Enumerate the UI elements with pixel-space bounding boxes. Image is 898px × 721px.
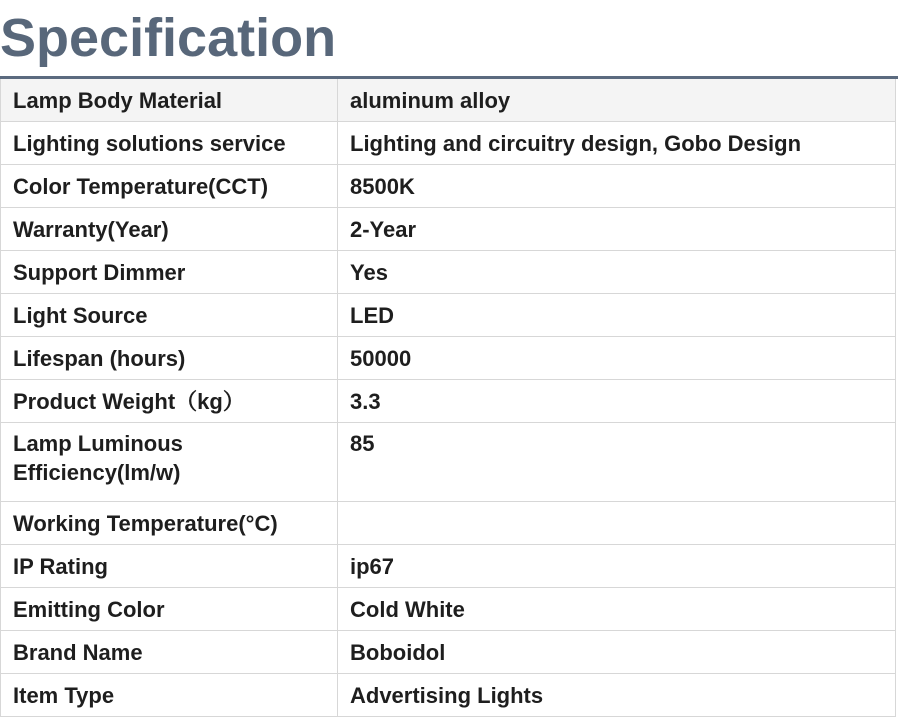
spec-key: Support Dimmer xyxy=(1,251,338,294)
spec-value xyxy=(338,502,896,545)
spec-key: Product Weight（kg） xyxy=(1,380,338,423)
spec-row-working-temperature xyxy=(1,502,896,545)
specification-table xyxy=(0,79,896,717)
spec-value: Lighting and circuitry design, Gobo Design xyxy=(338,122,896,165)
spec-key: IP Rating xyxy=(1,545,338,588)
spec-row-color-temperature xyxy=(1,165,896,208)
spec-value: aluminum alloy xyxy=(338,79,896,122)
spec-key: Lifespan (hours) xyxy=(1,337,338,380)
spec-value: Yes xyxy=(338,251,896,294)
spec-value: ip67 xyxy=(338,545,896,588)
spec-row-item-type xyxy=(1,674,896,717)
spec-row-product-weight xyxy=(1,380,896,423)
page-title: Specification xyxy=(0,8,337,68)
spec-row-light-source xyxy=(1,294,896,337)
spec-key: Brand Name xyxy=(1,631,338,674)
spec-key: Emitting Color xyxy=(1,588,338,631)
spec-value: LED xyxy=(338,294,896,337)
spec-row-warranty xyxy=(1,208,896,251)
spec-key: Warranty(Year) xyxy=(1,208,338,251)
spec-value: 3.3 xyxy=(338,380,896,423)
spec-row-support-dimmer xyxy=(1,251,896,294)
spec-key: Item Type xyxy=(1,674,338,717)
spec-value: 85 xyxy=(338,423,896,502)
spec-value: Boboidol xyxy=(338,631,896,674)
spec-row-lighting-solutions-service xyxy=(1,122,896,165)
spec-key: Light Source xyxy=(1,294,338,337)
spec-value: 8500K xyxy=(338,165,896,208)
spec-key: Lamp Body Material xyxy=(1,79,338,122)
spec-row-lamp-body-material xyxy=(1,79,896,122)
spec-row-ip-rating xyxy=(1,545,896,588)
spec-row-lifespan xyxy=(1,337,896,380)
spec-key: Lamp Luminous Efficiency(lm/w) xyxy=(1,423,338,502)
spec-row-brand-name xyxy=(1,631,896,674)
spec-value: 50000 xyxy=(338,337,896,380)
spec-value: 2-Year xyxy=(338,208,896,251)
spec-key: Lighting solutions service xyxy=(1,122,338,165)
spec-value: Advertising Lights xyxy=(338,674,896,717)
spec-key: Working Temperature(°C) xyxy=(1,502,338,545)
spec-key: Color Temperature(CCT) xyxy=(1,165,338,208)
spec-value: Cold White xyxy=(338,588,896,631)
spec-row-emitting-color xyxy=(1,588,896,631)
spec-row-lamp-luminous-efficiency xyxy=(1,423,896,502)
